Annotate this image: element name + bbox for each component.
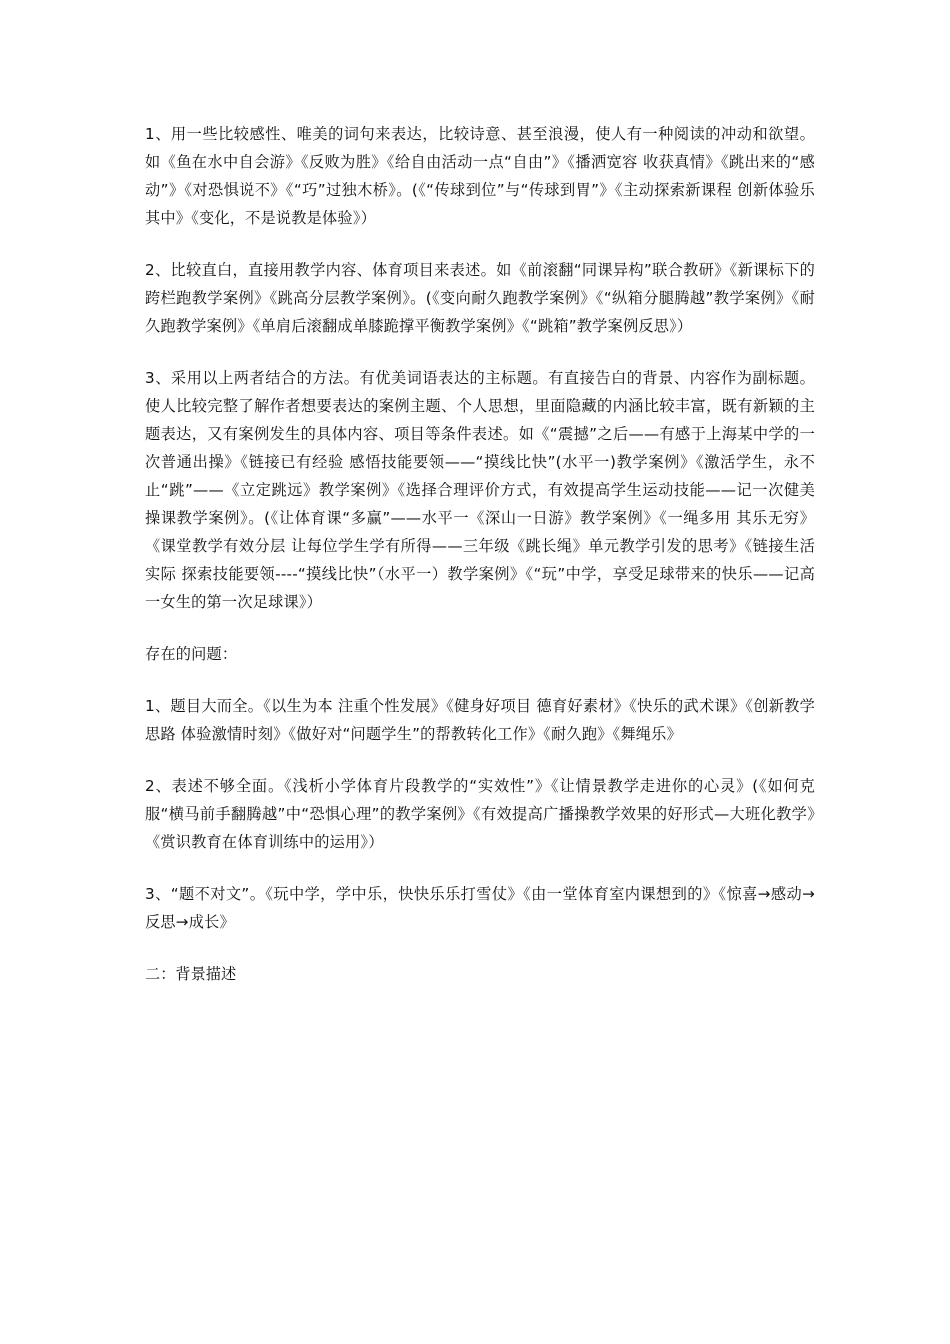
paragraph-problem-2: 2、表述不够全面。《浅析小学体育片段教学的“实效性”》《让情景教学走进你的心灵》(《如何克服“横马前手翻腾越”中“恐惧心理”的教学案例》《有效提高广播操教学效果的好形式—大班化教学》《赏识教育在体育训练中的运用》）: [145, 777, 815, 851]
paragraph-title-method-3: 3、采用以上两者结合的方法。有优美词语表达的主标题。有直接告白的背景、内容作为副标题。使人比较完整了解作者想要表达的案例主题、个人思想，里面隐藏的内涵比较丰富，既有新颖的主题表达，又有案例发生的具体内容、项目等条件表述。如《“震撼”之后——有感于上海某中学的一次普通出操》《链接已有经验 感悟技能要领——“摸线比快”(水平一)教学案例》《激活学生，永不止“跳”——《立定跳远》教学案例》《选择合理评价方式，有效提高学生运动技能——记一次健美操课教学案例》。(《让体育课“多赢”——水平一《深山一日游》教学案例》《一绳多用 其乐无穷》《课堂教学有效分层 让每位学生学有所得——三年级《跳长绳》单元教学引发的思考》《链接生活实际 探索技能要领----“摸线比快”（水平一）教学案例》《“玩”中学，享受足球带来的快乐——记高一女生的第一次足球课》）: [145, 369, 815, 611]
paragraph-title-method-2: 2、比较直白，直接用教学内容、体育项目来表述。如《前滚翻“同课异构”联合教研》《新课标下的跨栏跑教学案例》《跳高分层教学案例》。(《变向耐久跑教学案例》《“纵箱分腿腾越”教学案例》《耐久跑教学案例》《单肩后滚翻成单膝跪撑平衡教学案例》《“跳箱”教学案例反思》）: [145, 261, 815, 335]
paragraph-title-method-1: 1、用一些比较感性、唯美的词句来表达，比较诗意、甚至浪漫，使人有一种阅读的冲动和欲望。如《鱼在水中自会游》《反败为胜》《给自由活动一点“自由”》《播洒宽容 收获真情》《跳出来的“感动”》《对恐惧说不》《“巧”过独木桥》。(《“传球到位”与“传球到胃”》《主动探索新课程 创新体验乐其中》《变化，不是说教是体验》）: [145, 125, 815, 227]
paragraph-problem-1: 1、题目大而全。《以生为本 注重个性发展》《健身好项目 德育好素材》《快乐的武术课》《创新教学思路 体验激情时刻》《做好对“问题学生”的帮教转化工作》《耐久跑》《舞绳乐》: [145, 697, 815, 743]
paragraph-problem-3: 3、“题不对文”。《玩中学，学中乐，快快乐乐打雪仗》《由一堂体育室内课想到的》《惊喜→感动→反思→成长》: [145, 885, 815, 931]
document-body: [145, 120, 815, 1012]
section-heading-background: 二：背景描述: [145, 965, 237, 983]
section-label-problems: 存在的问题：: [145, 645, 238, 663]
